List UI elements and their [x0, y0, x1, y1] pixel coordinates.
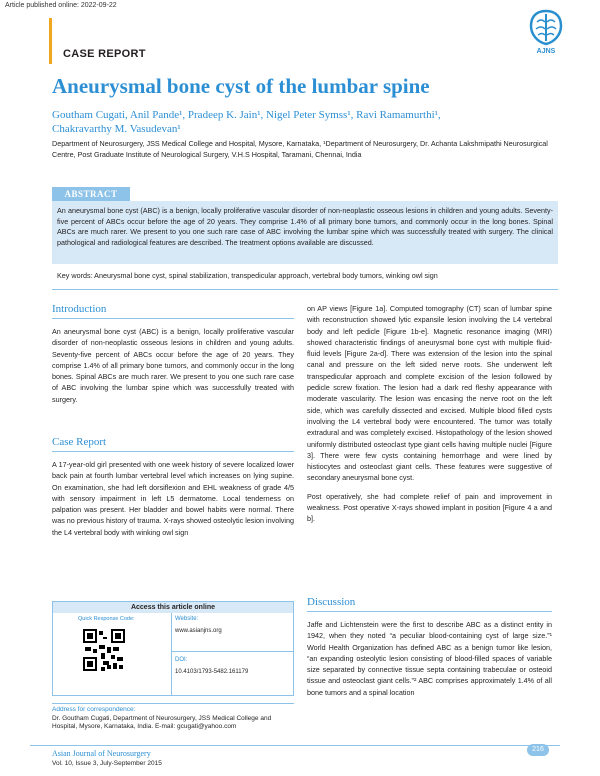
- journal-name: Asian Journal of Neurosurgery: [52, 749, 151, 758]
- discussion-paragraph: Jaffe and Lichtenstein were the first to describe ABC as a distinct entity in 1942, when they noted “a peculiar blood-containing cyst of large size.”¹ World Health Organization has defined ABC as a benign tumor like lesion, “an expanding osteolytic lesion consisting of blood-filled spaces of variable size separated by connective tissue septa containing trabeculae or osteoid tissue and osteoclast giant cells.”² ABC comprises approximately 1.4% of all bone tumors and a spinal location: [307, 620, 552, 697]
- website-label: Website:: [175, 616, 199, 622]
- keywords-label: Key words:: [57, 271, 93, 280]
- abstract-label: ABSTRACT: [52, 187, 130, 201]
- access-title: Access this article online: [53, 602, 293, 613]
- publication-date-line: Article published online: 2022-09-22: [5, 2, 117, 9]
- heading-underline: [307, 611, 552, 612]
- address-label: Address for correspondence:: [52, 706, 136, 713]
- journal-logo: [523, 8, 569, 55]
- case-report-text: [52, 459, 294, 545]
- box-divider: [171, 651, 293, 652]
- address-text: Dr. Goutham Cugati, Department of Neurosurgery, JSS Medical College and Hospital, Mysore, Karnataka, India. E-mail: gcugati@yahoo.com: [52, 714, 272, 731]
- heading-underline: [52, 318, 294, 319]
- keywords: [57, 271, 562, 280]
- page-number: 216: [527, 744, 549, 756]
- discussion-text: [307, 619, 552, 705]
- qr-code-icon[interactable]: [83, 629, 125, 671]
- website-link[interactable]: www.asianjns.org: [175, 628, 222, 634]
- doi-label: DOI:: [175, 657, 188, 663]
- affiliation: Department of Neurosurgery, JSS Medical College and Hospital, Mysore, Karnataka, ¹Department of Neurosurgery, Dr. Achanta Lakshmipathi Neurosurgical Centre, Post Graduate Institute of Neurological Surgery, V.H.S Hospital, Taramani, Chennai, India: [52, 139, 548, 159]
- introduction-paragraph: An aneurysmal bone cyst (ABC) is a benign, locally proliferative vascular disorder of non-neoplastic osseous lesions in children and young adults. Seventy-five percent of ABCs occur before the age of 20 years. They comprise 1.4% of all primary bone tumors, and commonly occur in the long bones. Spinal ABCs are much rarer. We present to you one such rare case of ABC involving the lumbar spine which was successfully treated with surgery.: [52, 327, 294, 404]
- qr-column: [53, 613, 172, 695]
- address-divider: [52, 703, 294, 704]
- case-report-heading-text: Case Report: [52, 436, 107, 448]
- authors-line-2: Chakravarthy M. Vasudevan¹: [52, 123, 181, 135]
- access-article-box: [52, 601, 294, 696]
- footer-divider: [30, 745, 560, 746]
- abstract-text: An aneurysmal bone cyst (ABC) is a benign, locally proliferative vascular disorder of non-neoplastic osseous lesions in children and young adults. Seventy-five percent of ABCs occur before the age of 20 years. They comprise 1.4% of all primary bone tumors, and commonly occur in the long bones. Spinal ABCs are much rarer. We present to you one such rare case of ABC involving the lumbar spine which was successfully treated with surgery. The clinical pathological and radiological features are described. The treatment options available are discussed.: [52, 201, 558, 264]
- section-heading-discussion: [307, 596, 355, 608]
- keywords-text: Aneurysmal bone cyst, spinal stabilization, transpedicular approach, vertebral body tumors, winking owl sign: [94, 271, 438, 280]
- brain-logo-icon: [523, 8, 569, 48]
- introduction-text: [52, 326, 294, 412]
- doi-value[interactable]: 10.4103/1793-5482.161179: [175, 669, 249, 675]
- introduction-heading-text: Introduction: [52, 303, 107, 315]
- authors: [52, 108, 552, 136]
- heading-underline: [52, 451, 294, 452]
- discussion-heading-text: Discussion: [307, 596, 356, 608]
- divider: [52, 289, 558, 290]
- correspondence-address: [52, 706, 294, 732]
- article-title: Aneurysmal bone cyst of the lumbar spine: [52, 74, 430, 98]
- accent-bar: [49, 18, 52, 64]
- logo-text: AJNS: [536, 48, 556, 55]
- section-heading-case-report: [52, 436, 106, 448]
- article-type: CASE REPORT: [63, 48, 146, 60]
- case-report-paragraph: A 17-year-old girl presented with one week history of severe localized lower back pain at fourth lumbar vertebral level which increases on lying supine. On examination, she had left dorsiflexion and EHL weakness of grade 4/5 with sensory impairment in left L5 dermatome. Local tenderness on palpation was present. Her bladder and bowel habits were normal. There was no previous history of trauma. X-rays showed osteolytic lesion involving the L4 vertebral body with winking owl sign: [52, 460, 294, 537]
- qr-label: Quick Response Code:: [78, 616, 135, 622]
- postoperative-paragraph: Post operatively, she had complete relief of pain and improvement in weakness. Post operative X-rays showed implant in position [Figure 4 a and b].: [307, 491, 552, 524]
- right-column-text: [307, 303, 552, 532]
- case-report-continued: on AP views [Figure 1a]. Computed tomography (CT) scan of lumbar spine with reconstruction showed lytic expansile lesion involving the L4 vertebral body and left pedicle [Figure 1b-e]. Magnetic resonance imaging (MRI) showed characteristic findings of aneurysmal bone cyst with multiple fluid-fluid levels [Figure 2a-d]. There was extension of the lesion into the spinal canal and pressure on the left sided nerve roots. She underwent left transpedicular approach and complete excision of the lesion followed by pedicle screw fixation. The lesion had a dark red fleshy appearance with moderate vascularity. The lesion was encasing the nerve root on the left side, which was carefully dissected and excised. Multiple blood filled cysts involving the L4 vertebral body were encountered. The tumor was totally extradural and was completely excised. Histopathology of the lesion showed uniformly distributed osteoclast type giant cells having multiple nuclei [Figure 3]. There were few cysts containing hemorrhage and were lined by histiocytes and osteoclast giant cells. These features were suggestive of secondary aneurysmal bone cyst.: [307, 304, 552, 483]
- volume-info: Vol. 10, Issue 3, July-September 2015: [52, 760, 162, 767]
- section-heading-introduction: [52, 303, 106, 315]
- authors-line-1: Goutham Cugati, Anil Pande¹, Pradeep K. Jain¹, Nigel Peter Symss¹, Ravi Ramamurthi¹,: [52, 109, 441, 121]
